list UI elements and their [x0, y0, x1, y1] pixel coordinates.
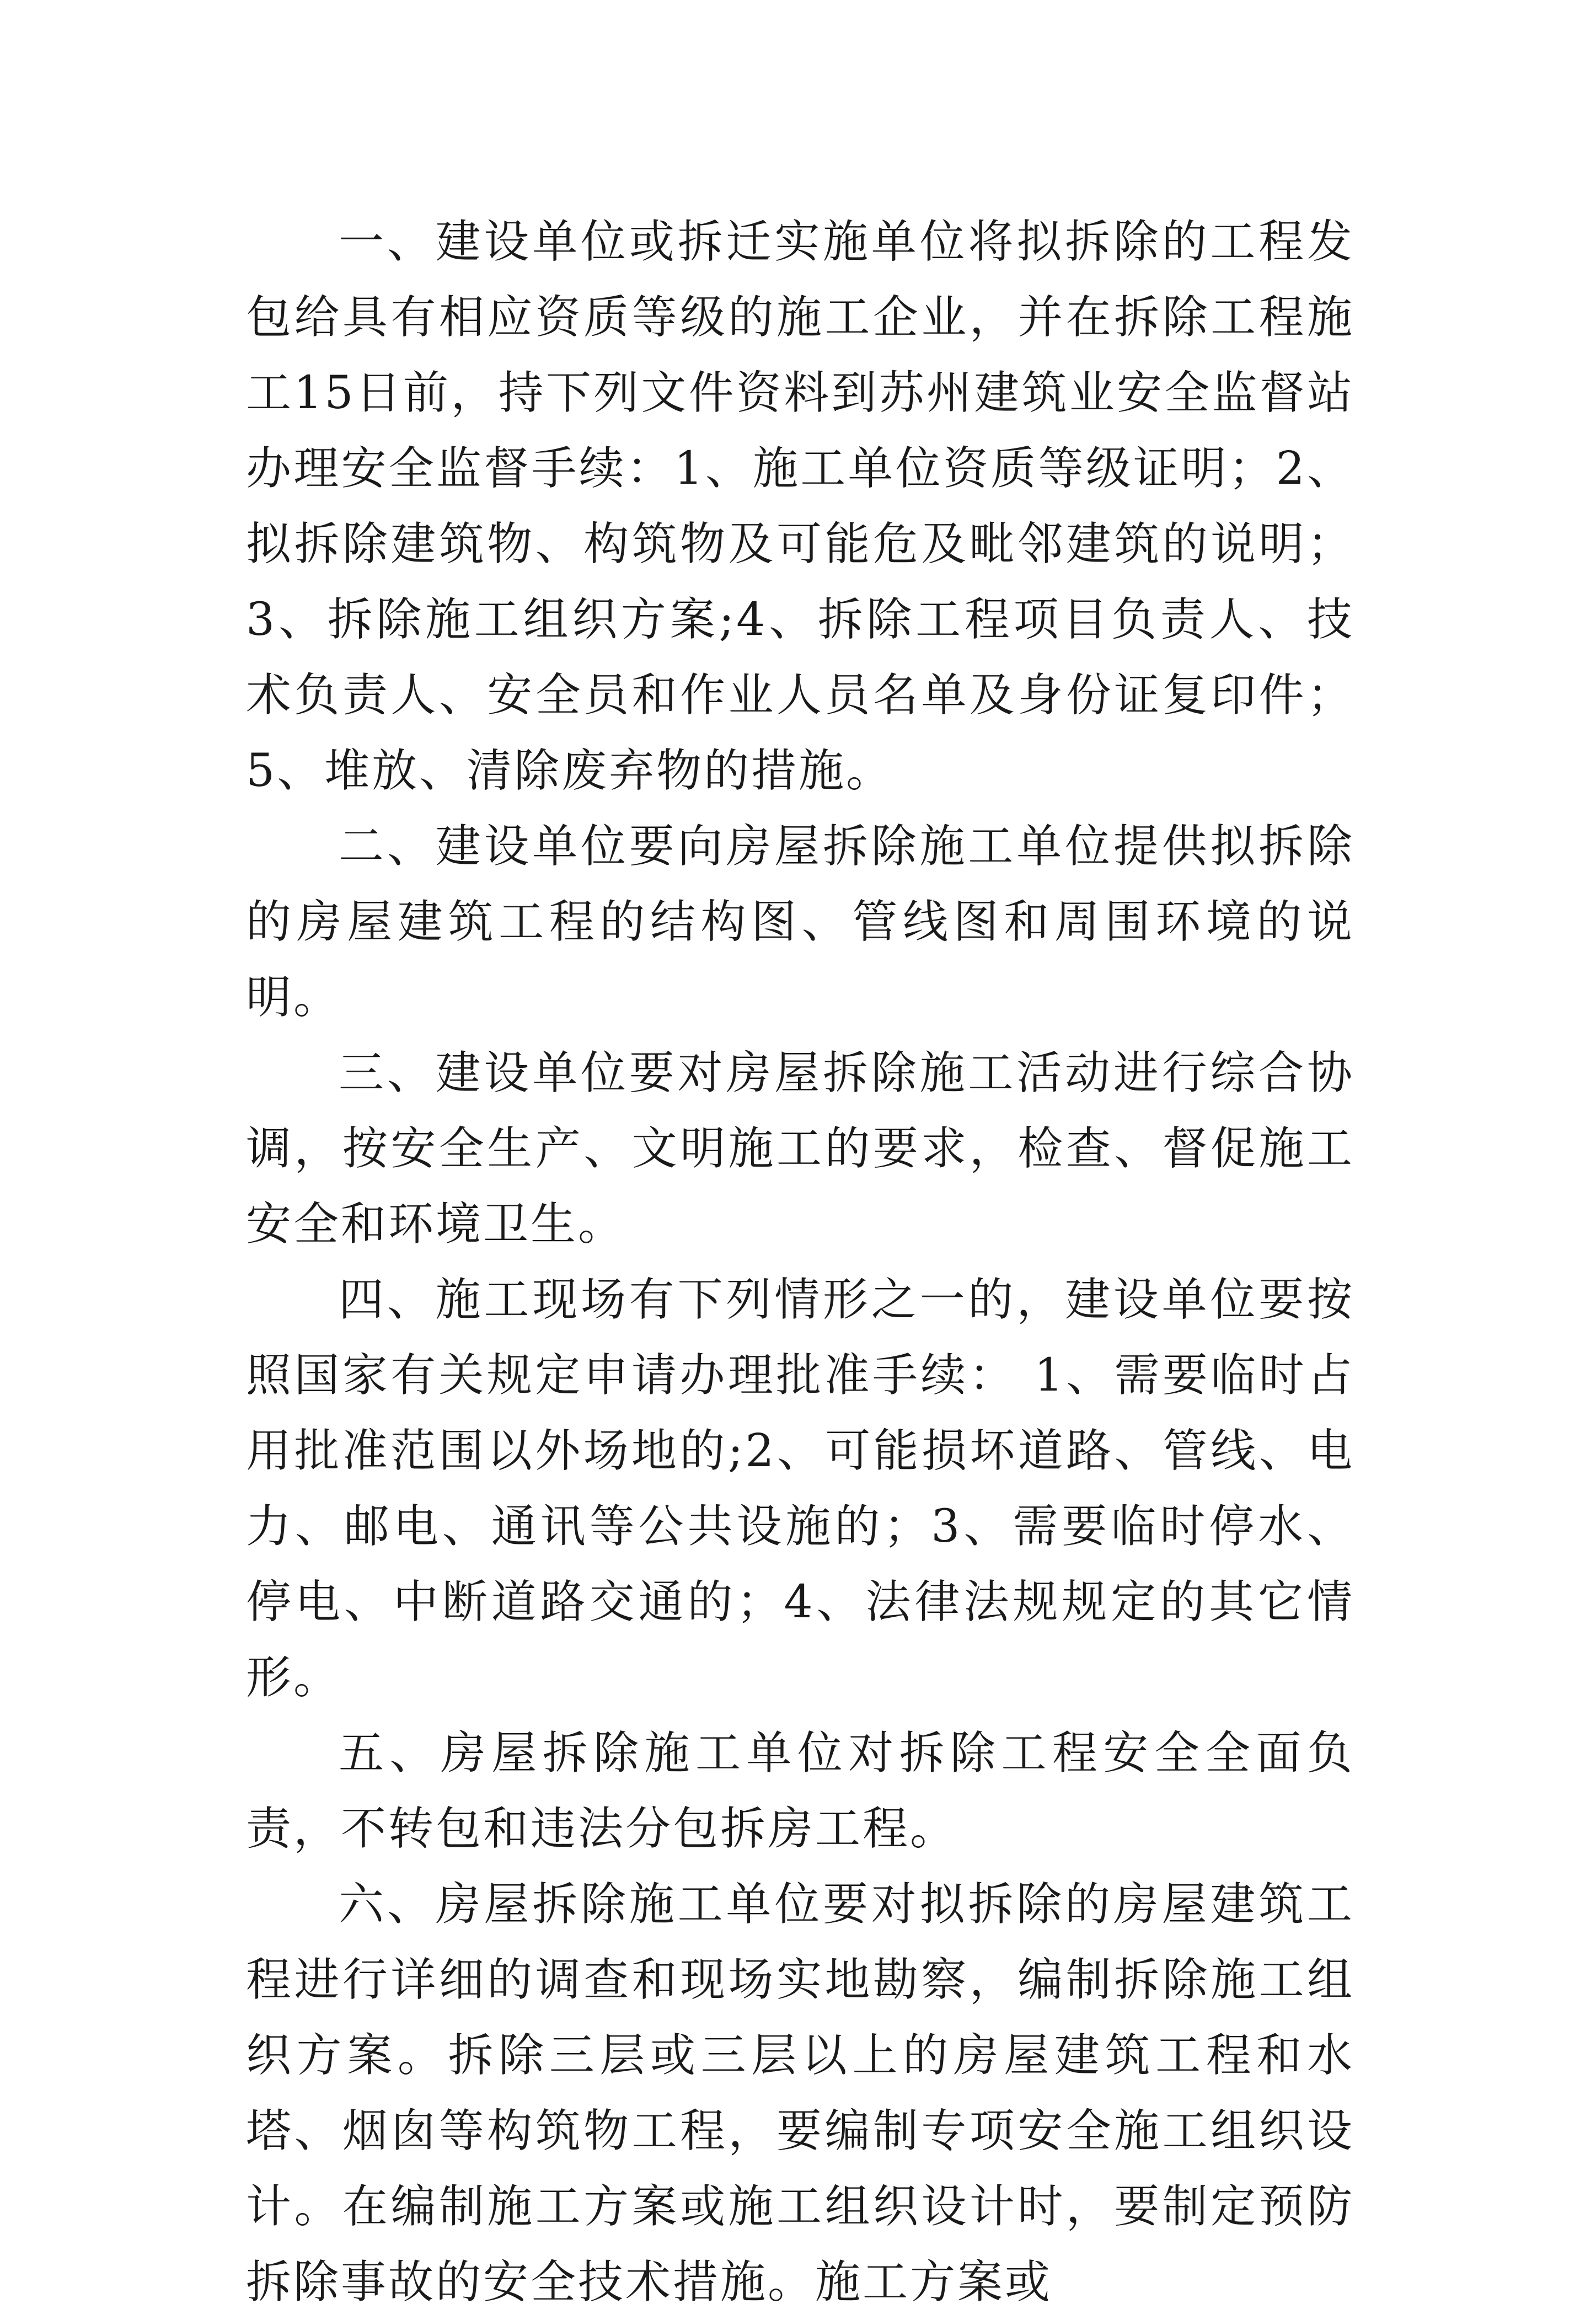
paragraph-5: 五、房屋拆除施工单位对拆除工程安全全面负责，不转包和违法分包拆房工程。: [246, 1727, 1354, 1855]
document-body: [246, 204, 1354, 2320]
paragraph-1: 一、建设单位或拆迁实施单位将拟拆除的工程发包给具有相应资质等级的施工企业，并在拆除工程施工15日前，持下列文件资料到苏州建筑业安全监督站办理安全监督手续：1、施工单位资质等级证明；2、拟拆除建筑物、构筑物及可能危及毗邻建筑的说明；3、拆除施工组织方案;4、拆除工程项目负责人、技术负责人、安全员和作业人员名单及身份证复印件；5、堆放、清除废弃物的措施。: [246, 216, 1354, 797]
paragraph-2: 二、建设单位要向房屋拆除施工单位提供拟拆除的房屋建筑工程的结构图、管线图和周围环境的说明。: [246, 820, 1354, 1024]
paragraph-3: 三、建设单位要对房屋拆除施工活动进行综合协调，按安全生产、文明施工的要求，检查、督促施工安全和环境卫生。: [246, 1047, 1354, 1250]
paragraph-6: 六、房屋拆除施工单位要对拟拆除的房屋建筑工程进行详细的调查和现场实地勘察，编制拆除施工组织方案。拆除三层或三层以上的房屋建筑工程和水塔、烟囱等构筑物工程，要编制专项安全施工组织设计。在编制施工方案或施工组织设计时，要制定预防拆除事故的安全技术措施。施工方案或: [246, 1878, 1354, 2308]
paragraph-4: 四、施工现场有下列情形之一的，建设单位要按照国家有关规定申请办理批准手续： 1、需要临时占用批准范围以外场地的;2、可能损坏道路、管线、电力、邮电、通讯等公共设施的；3、需要临时停水、停电、中断道路交通的；4、法律法规规定的其它情形。: [246, 1274, 1354, 1704]
